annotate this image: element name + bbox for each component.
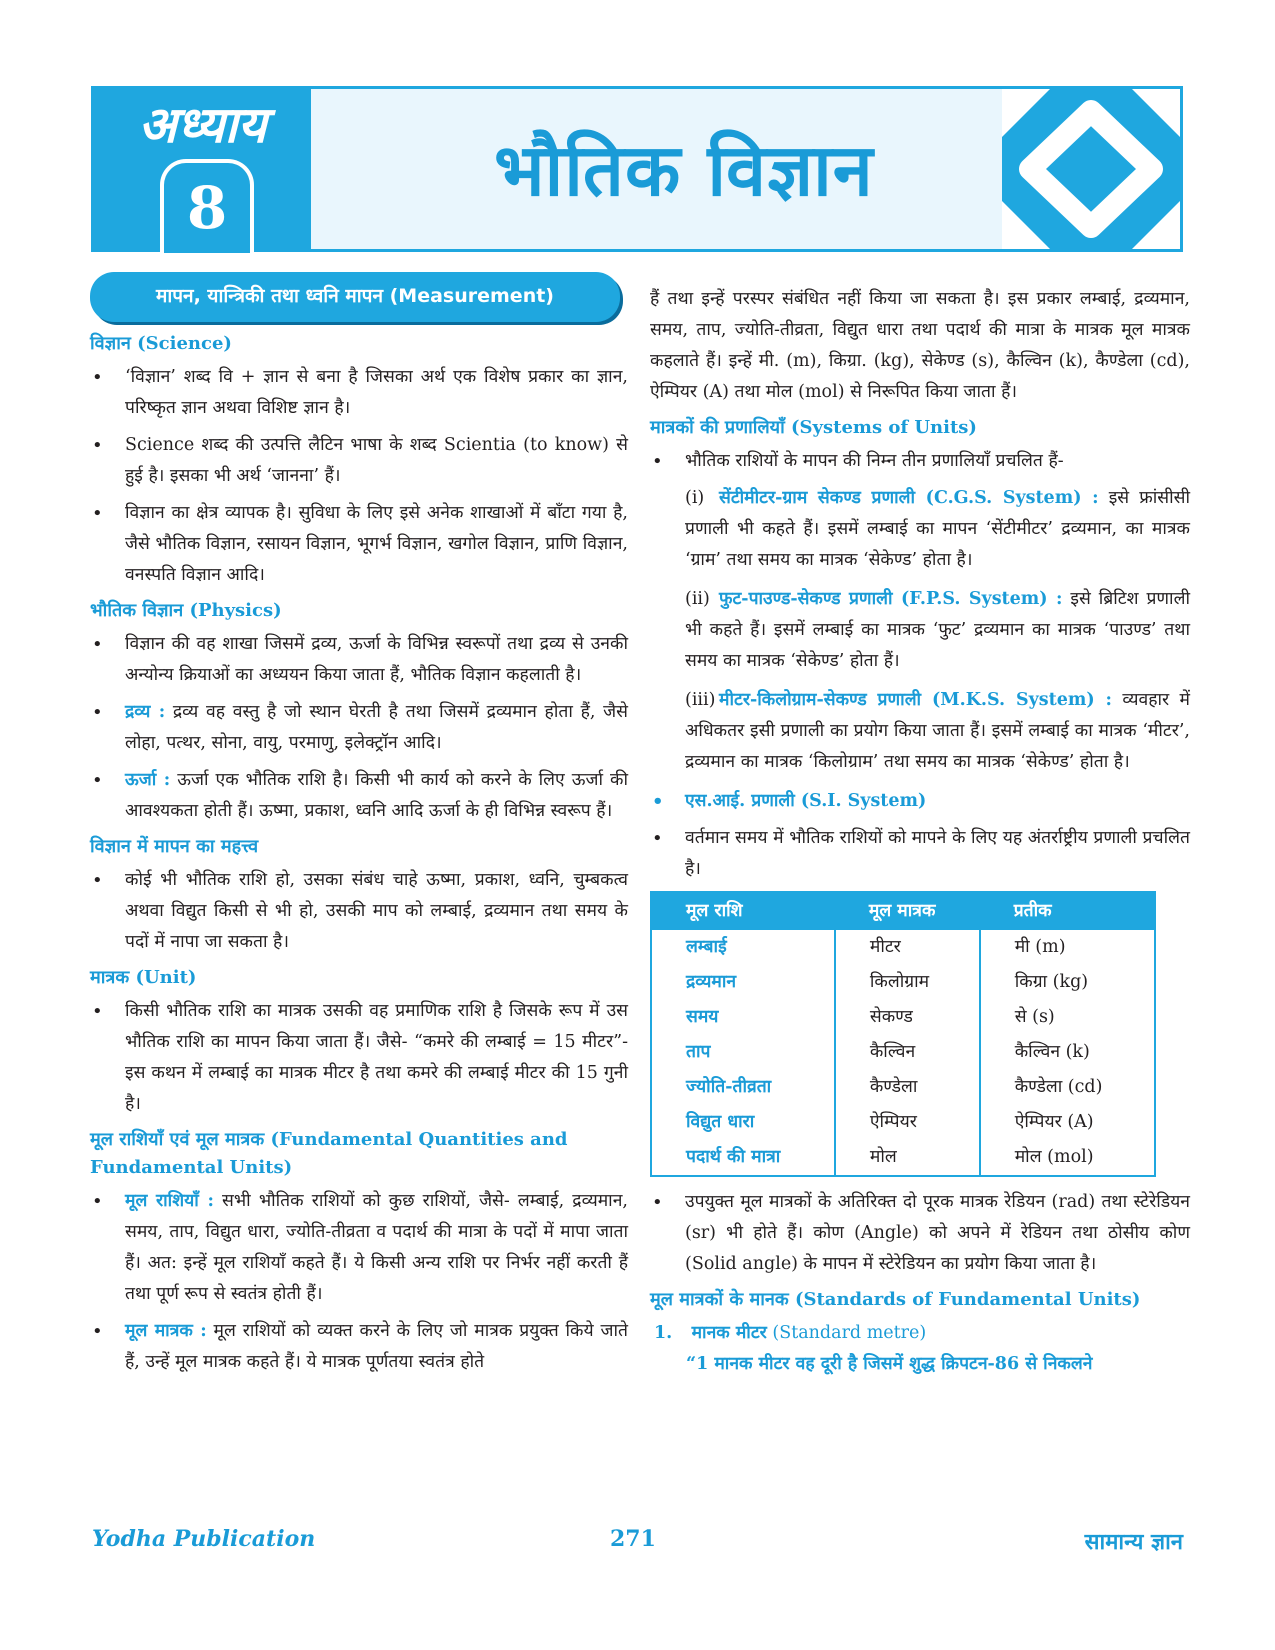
fundamental-bullet-2 [90, 1316, 628, 1378]
table-row [651, 1035, 1155, 1070]
science-list [90, 362, 628, 591]
standard-metre-en: (Standard metre) [772, 1323, 927, 1343]
table-cell: कैल्विन [835, 1035, 980, 1070]
table-header: मूल मात्रक [835, 892, 980, 930]
footer-publisher: Yodha Publication [92, 1526, 316, 1552]
table-cell: मी (m) [1014, 937, 1066, 957]
standards-heading: मूल मात्रकों के मानक (Standards of Fundamental Units) [650, 1289, 1141, 1310]
science-bullet-3: • विज्ञान का क्षेत्र व्यापक है। सुविधा के लिए इसे अनेक शाखाओं में बाँटा गया है, जैसे भौतिक विज्ञान, रसायन विज्ञान, भूगर्भ विज्ञान, खगोल विज्ञान, प्राणि विज्ञान, वनस्पति विज्ञान आदि। [90, 498, 628, 591]
supplementary-list [650, 1187, 1190, 1280]
importance-heading: विज्ञान में मापन का महत्त्व [90, 836, 259, 857]
science-bullet-1: • ‘विज्ञान’ शब्द वि + ज्ञान से बना है जिसका अर्थ एक विशेष प्रकार का ज्ञान, परिष्कृत ज्ञान अथवा विशिष्ट ज्ञान है। [90, 362, 628, 424]
table-header-row [651, 892, 1155, 930]
matter-term: द्रव्य : [125, 702, 166, 722]
table-cell: ताप [651, 1035, 835, 1070]
chapter-number: 8 [160, 159, 254, 253]
mks-number: (iii) [685, 690, 716, 710]
physics-bullet-1: • विज्ञान की वह शाखा जिसमें द्रव्य, ऊर्जा के विभिन्न स्वरूपों तथा द्रव्य से उनकी अन्योन्य क्रियाओं का अध्ययन किया जाता हैं, भौतिक विज्ञान कहलाती है। [90, 629, 628, 691]
si-list [650, 786, 1190, 885]
table-cell: किलोग्राम [835, 965, 980, 1000]
footer-subject: सामान्य ज्ञान [1084, 1529, 1183, 1555]
table-cell: कैण्डेला [835, 1070, 980, 1105]
fps-text: इसे ब्रिटिश प्रणाली भी कहते हैं। इसमें लम्बाई का मात्रक ‘फुट’ द्रव्यमान का मात्रक ‘पाउण्ड’ तथा समय का मात्रक ‘सेकेण्ड’ होता हैं। [685, 589, 1190, 671]
table-cell: कैल्विन (k) [1014, 1042, 1090, 1062]
table-row [651, 965, 1155, 1000]
energy-term: ऊर्जा : [125, 770, 171, 790]
unit-list [90, 996, 628, 1120]
cgs-term: सेंटीमीटर-ग्राम सेकण्ड प्रणाली (C.G.S. System) : [719, 488, 1099, 508]
importance-list [90, 865, 628, 958]
standard-item-number: 1. [654, 1323, 673, 1343]
cgs-number: (i) [685, 488, 705, 508]
chapter-title: भौतिक विज्ञान [494, 128, 874, 212]
physics-bullet-2 [90, 697, 628, 759]
systems-heading: मात्रकों की प्रणालियाँ (Systems of Units) [650, 417, 977, 438]
standard-metre-item [650, 1318, 1190, 1349]
fund-units-term: मूल मात्रक : [125, 1321, 207, 1341]
left-column [90, 270, 628, 1384]
table-header: मूल राशि [651, 892, 835, 930]
physics-heading: भौतिक विज्ञान (Physics) [90, 600, 282, 621]
banner-title: मापन, यान्त्रिकी तथा ध्वनि मापन (Measurement) [155, 285, 554, 307]
table-cell: लम्बाई [651, 930, 835, 965]
table-cell: ज्योति-तीव्रता [651, 1070, 835, 1105]
table-cell: मोल (mol) [1014, 1147, 1094, 1167]
science-heading: विज्ञान (Science) [90, 333, 232, 354]
chapter-header [91, 86, 1183, 252]
si-text: • वर्तमान समय में भौतिक राशियों को मापने के लिए यह अंतर्राष्ट्रीय प्रणाली प्रचलित है। [650, 823, 1190, 885]
table-cell: ऐम्पियर (A) [1014, 1112, 1094, 1132]
table-row [651, 1000, 1155, 1035]
mks-system [685, 685, 1190, 778]
standard-metre-term: मानक मीटर [691, 1323, 767, 1343]
si-heading: • एस.आई. प्रणाली (S.I. System) [650, 786, 1190, 817]
fundamental-heading: मूल राशियाँ एवं मूल मात्रक (Fundamental Quantities and Fundamental Units) [90, 1129, 568, 1178]
chapter-label: अध्याय [94, 89, 311, 169]
table-row [651, 1105, 1155, 1140]
fps-system [685, 584, 1190, 677]
unit-bullet-1: • किसी भौतिक राशि का मात्रक उसकी वह प्रमाणिक राशि है जिसके रूप में उस भौतिक राशि का मापन किया जाता हैं। जैसे- “कमरे की लम्बाई = 15 मीटर”- इस कथन में लम्बाई का मात्रक मीटर है तथा कमरे की लम्बाई मीटर की 15 गुनी है। [90, 996, 628, 1120]
units-table [650, 891, 1156, 1177]
table-cell: समय [651, 1000, 835, 1035]
fund-quantities-term: मूल राशियाँ : [125, 1191, 214, 1211]
physics-bullet-3 [90, 765, 628, 827]
mks-text: व्यवहार में अधिकतर इसी प्रणाली का प्रयोग किया जाता हैं। इसमें लम्बाई का मात्रक ‘मीटर’, द्रव्यमान का मात्रक ‘किलोग्राम’ तथा समय का मात्रक ‘सेकेण्ड’ होता है। [685, 690, 1190, 772]
fund-quantities-text: सभी भौतिक राशियों को कुछ राशियों, जैसे- लम्बाई, द्रव्यमान, समय, ताप, विद्युत धारा, ज्योति-तीव्रता व पदार्थ की मात्रा के पदों में मापा जाता हैं। अत: इन्हें मूल राशियाँ कहते हैं। ये किसी अन्य राशि पर निर्भर नहीं करती हैं तथा पूर्ण रूप से स्वतंत्र होती हैं। [125, 1191, 628, 1304]
matter-text: द्रव्य वह वस्तु है जो स्थान घेरती है तथा जिसमें द्रव्यमान होता हैं, जैसे लोहा, पत्थर, सोना, वायु, परमाणु, इलेक्ट्रॉन आदि। [125, 702, 628, 753]
right-column [650, 284, 1190, 1380]
table-cell: मीटर [835, 930, 980, 965]
table-row [651, 1070, 1155, 1105]
table-cell: ऐम्पियर [835, 1105, 980, 1140]
table-cell: द्रव्यमान [651, 965, 835, 1000]
physics-list [90, 629, 628, 827]
fundamental-bullet-1 [90, 1186, 628, 1310]
systems-intro: • भौतिक राशियों के मापन की निम्न तीन प्रणालियाँ प्रचलित हैं- [650, 446, 1190, 477]
table-cell: सेकण्ड [835, 1000, 980, 1035]
diamond-decoration-icon [1002, 89, 1180, 249]
mks-term: मीटर-किलोग्राम-सेकण्ड प्रणाली (M.K.S. System) : [719, 690, 1112, 710]
fundamental-list [90, 1186, 628, 1378]
continuation-text: हैं तथा इन्हें परस्पर संबंधित नहीं किया जा सकता है। इस प्रकार लम्बाई, द्रव्यमान, समय, ताप, ज्योति-तीव्रता, विद्युत धारा तथा पदार्थ की मात्रा के मात्रक मूल मात्रक कहलाते हैं। इन्हें मी. (m), किग्रा. (kg), सेकेण्ड (s), कैल्विन (k), कैण्डेला (cd), ऐम्पियर (A) तथा मोल (mol) से निरूपित किया जाता हैं। [650, 289, 1190, 402]
table-row [651, 1140, 1155, 1176]
table-header: प्रतीक [980, 892, 1155, 930]
page-number: 271 [610, 1526, 656, 1552]
energy-text: ऊर्जा एक भौतिक राशि है। किसी भी कार्य को करने के लिए ऊर्जा की आवश्यकता होती हैं। ऊष्मा, प्रकाश, ध्वनि आदि ऊर्जा के ही विभिन्न स्वरूप हैं। [125, 770, 628, 821]
standard-metre-quote: “1 मानक मीटर वह दूरी है जिसमें शुद्ध क्रिपटन-86 से निकलने [686, 1354, 1093, 1374]
table-cell: कैण्डेला (cd) [1014, 1077, 1103, 1097]
systems-list [650, 446, 1190, 477]
table-cell: पदार्थ की मात्रा [651, 1140, 835, 1176]
fps-term: फुट-पाउण्ड-सेकण्ड प्रणाली (F.P.S. System) : [719, 589, 1063, 609]
unit-heading: मात्रक (Unit) [90, 967, 197, 988]
science-bullet-2: • Science शब्द की उत्पत्ति लैटिन भाषा के शब्द Scientia (to know) से हुई है। इसका भी अर्थ ‘जानना’ हैं। [90, 430, 628, 492]
cgs-text: इसे फ्रांसीसी प्रणाली भी कहते हैं। इसमें लम्बाई का मापन ‘सेंटीमीटर’ द्रव्यमान, का मात्रक ‘ग्राम’ तथा समय का मात्रक ‘सेकेण्ड’ होता है। [685, 488, 1190, 570]
supplementary-bullet: • उपयुक्त मूल मात्रकों के अतिरिक्त दो पूरक मात्रक रेडियन (rad) तथा स्टेरेडियन (sr) भी होते हैं। कोण (Angle) को अपने में रेडियन तथा ठोसीय कोण (Solid angle) के मापन में स्टेरेडियन का प्रयोग किया जाता है। [650, 1187, 1190, 1280]
section-banner [90, 272, 620, 322]
fund-units-text: मूल राशियों को व्यक्त करने के लिए जो मात्रक प्रयुक्त किये जाते हैं, उन्हें मूल मात्रक कहते हैं। ये मात्रक पूर्णतया स्वतंत्र होते [125, 1321, 628, 1372]
table-cell: मोल [835, 1140, 980, 1176]
table-cell: किग्रा (kg) [1014, 972, 1089, 992]
cgs-system [685, 483, 1190, 576]
table-cell: विद्युत धारा [651, 1105, 835, 1140]
fps-number: (ii) [685, 589, 710, 609]
table-cell: से (s) [1014, 1007, 1055, 1027]
table-row [651, 930, 1155, 965]
importance-bullet-1: • कोई भी भौतिक राशि हो, उसका संबंध चाहे ऊष्मा, प्रकाश, ध्वनि, चुम्बकत्व अथवा विद्युत किसी से भी हो, उसकी माप को लम्बाई, द्रव्यमान तथा समय के पदों में नापा जा सकता है। [90, 865, 628, 958]
